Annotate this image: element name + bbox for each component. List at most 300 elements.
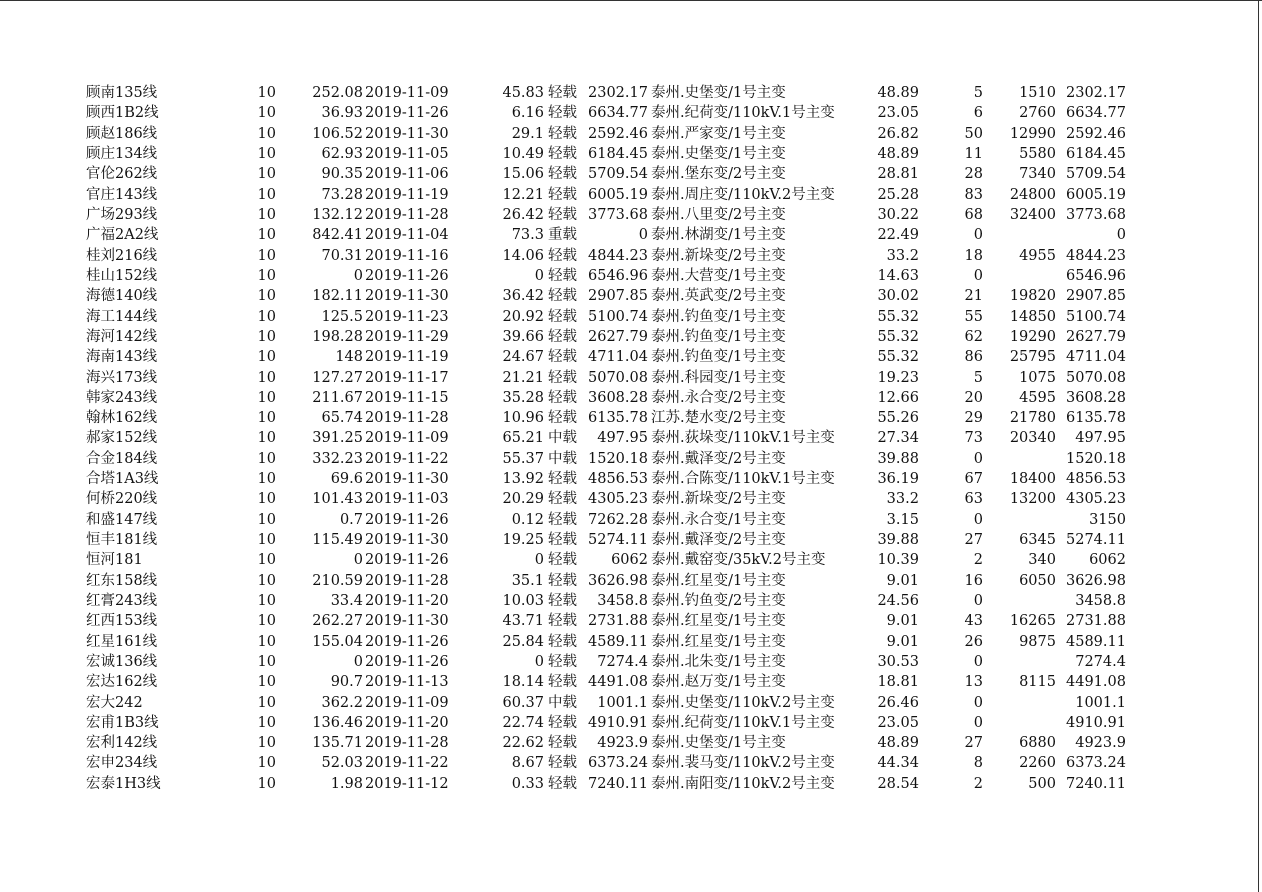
date-cell: 2019-11-22	[365, 755, 449, 772]
load-status-cell: 轻载	[548, 613, 577, 630]
load-rate-cell: 73.3	[511, 227, 544, 244]
transformer-cell: 泰州.赵万变/1号主变	[650, 674, 786, 691]
current-cell: 62.93	[321, 146, 363, 163]
capacity-cell: 2627.79	[588, 328, 648, 345]
transformer-rate-cell: 28.81	[877, 166, 919, 183]
table-row	[86, 246, 1126, 266]
count-cell: 83	[964, 186, 983, 203]
transformer-rate-cell: 55.32	[877, 308, 919, 325]
transformer-cell: 泰州.裴马变/110kV.2号主变	[650, 755, 835, 772]
capacity-cell: 2907.85	[588, 288, 648, 305]
transformer-rate-cell: 48.89	[877, 85, 919, 102]
capacity-total-cell	[983, 692, 1056, 712]
capacity-total-cell: 4595	[1019, 389, 1056, 406]
capacity-total-cell: 21780	[1009, 410, 1056, 427]
available-cell: 3626.98	[1066, 572, 1126, 589]
voltage-cell: 10	[257, 491, 276, 508]
capacity-cell: 3608.28	[588, 389, 648, 406]
line-name-cell: 顾庄134线	[86, 146, 158, 163]
capacity-total-cell: 20340	[1009, 430, 1056, 447]
line-name-cell: 恒丰181线	[86, 532, 158, 549]
transformer-rate-cell: 39.88	[877, 450, 919, 467]
capacity-total-cell: 24800	[1009, 186, 1056, 203]
transformer-cell: 泰州.合陈变/110kV.1号主变	[650, 471, 835, 488]
transformer-cell: 泰州.戴窑变/35kV.2号主变	[650, 552, 826, 569]
line-name-cell: 红西153线	[86, 613, 158, 630]
load-status-cell: 中载	[548, 694, 577, 711]
transformer-cell: 泰州.荻垛变/110kV.1号主变	[650, 430, 835, 447]
voltage-cell: 10	[257, 450, 276, 467]
capacity-cell: 6005.19	[588, 186, 648, 203]
load-status-cell: 轻载	[548, 633, 577, 650]
capacity-total-cell: 32400	[1009, 207, 1056, 224]
line-name-cell: 海德140线	[86, 288, 158, 305]
capacity-total-cell: 6345	[1019, 532, 1056, 549]
transformer-rate-cell: 23.05	[877, 105, 919, 122]
voltage-cell: 10	[257, 471, 276, 488]
load-status-cell: 轻载	[548, 755, 577, 772]
capacity-cell: 5100.74	[588, 308, 648, 325]
current-cell: 90.35	[321, 166, 363, 183]
table-row	[86, 306, 1126, 326]
count-cell: 13	[964, 674, 983, 691]
load-rate-cell: 0	[534, 653, 544, 670]
count-cell: 86	[964, 349, 983, 366]
capacity-total-cell	[983, 652, 1056, 672]
load-rate-cell: 6.16	[511, 105, 544, 122]
count-cell: 5	[973, 85, 983, 102]
table-row	[86, 611, 1126, 631]
current-cell: 0	[353, 267, 363, 284]
current-cell: 182.11	[312, 288, 363, 305]
count-cell: 0	[973, 267, 983, 284]
load-status-cell: 轻载	[548, 735, 577, 752]
transformer-rate-cell: 48.89	[877, 735, 919, 752]
current-cell: 90.7	[330, 674, 363, 691]
available-cell: 3458.8	[1075, 592, 1126, 609]
transformer-rate-cell: 30.53	[877, 653, 919, 670]
capacity-total-cell	[983, 449, 1056, 469]
transformer-rate-cell: 30.22	[877, 207, 919, 224]
available-cell: 497.95	[1075, 430, 1126, 447]
current-cell: 132.12	[312, 207, 363, 224]
transformer-cell: 泰州.大营变/1号主变	[650, 267, 786, 284]
transformer-rate-cell: 12.66	[877, 389, 919, 406]
transformer-cell: 泰州.周庄变/110kV.2号主变	[650, 186, 835, 203]
table-row	[86, 185, 1126, 205]
count-cell: 26	[964, 633, 983, 650]
capacity-total-cell: 6880	[1019, 735, 1056, 752]
table-row	[86, 83, 1126, 103]
voltage-cell: 10	[257, 572, 276, 589]
voltage-cell: 10	[257, 552, 276, 569]
transformer-cell: 泰州.纪荷变/110kV.1号主变	[650, 105, 835, 122]
current-cell: 155.04	[312, 633, 363, 650]
line-name-cell: 和盛147线	[86, 511, 158, 528]
page-top-border	[0, 0, 1262, 1]
table-row	[86, 489, 1126, 509]
transformer-cell: 泰州.戴泽变/2号主变	[650, 450, 786, 467]
capacity-cell: 4305.23	[588, 491, 648, 508]
load-status-cell: 轻载	[548, 592, 577, 609]
table-row	[86, 652, 1126, 672]
transformer-cell: 泰州.史堡变/1号主变	[650, 735, 786, 752]
capacity-cell: 2592.46	[588, 125, 648, 142]
date-cell: 2019-11-28	[365, 410, 449, 427]
capacity-cell: 7262.28	[588, 511, 648, 528]
load-rate-cell: 55.37	[502, 450, 544, 467]
line-name-cell: 红星161线	[86, 633, 158, 650]
available-cell: 6373.24	[1066, 755, 1126, 772]
available-cell: 3773.68	[1066, 207, 1126, 224]
load-status-cell: 轻载	[548, 288, 577, 305]
count-cell: 50	[964, 125, 983, 142]
voltage-cell: 10	[257, 592, 276, 609]
count-cell: 20	[964, 389, 983, 406]
table-row	[86, 408, 1126, 428]
table-row	[86, 286, 1126, 306]
available-cell: 3150	[1089, 511, 1126, 528]
load-rate-cell: 0	[534, 267, 544, 284]
table-row	[86, 266, 1126, 286]
capacity-total-cell: 19820	[1009, 288, 1056, 305]
current-cell: 391.25	[312, 430, 363, 447]
capacity-cell: 497.95	[597, 430, 648, 447]
table-row	[86, 205, 1126, 225]
load-status-cell: 轻载	[548, 511, 577, 528]
transformer-rate-cell: 14.63	[877, 267, 919, 284]
transformer-cell: 泰州.钓鱼变/1号主变	[650, 349, 786, 366]
table-row	[86, 672, 1126, 692]
load-status-cell: 轻载	[548, 349, 577, 366]
load-rate-cell: 0.33	[511, 775, 544, 792]
load-status-cell: 轻载	[548, 105, 577, 122]
load-status-cell: 轻载	[548, 714, 577, 731]
current-cell: 211.67	[312, 389, 363, 406]
available-cell: 2731.88	[1066, 613, 1126, 630]
current-cell: 135.71	[312, 735, 363, 752]
transformer-cell: 泰州.南阳变/110kV.2号主变	[650, 775, 835, 792]
date-cell: 2019-11-30	[365, 613, 449, 630]
count-cell: 55	[964, 308, 983, 325]
transformer-rate-cell: 9.01	[886, 633, 919, 650]
voltage-cell: 10	[257, 146, 276, 163]
available-cell: 4856.53	[1066, 471, 1126, 488]
count-cell: 29	[964, 410, 983, 427]
capacity-total-cell: 5580	[1019, 146, 1056, 163]
current-cell: 106.52	[312, 125, 363, 142]
date-cell: 2019-11-09	[365, 430, 449, 447]
date-cell: 2019-11-22	[365, 450, 449, 467]
capacity-total-cell: 25795	[1009, 349, 1056, 366]
load-status-cell: 轻载	[548, 308, 577, 325]
line-name-cell: 合塔1A3线	[86, 471, 159, 488]
transformer-rate-cell: 55.32	[877, 328, 919, 345]
load-rate-cell: 10.03	[502, 592, 544, 609]
capacity-cell: 2731.88	[588, 613, 648, 630]
table-row	[86, 164, 1126, 184]
voltage-cell: 10	[257, 430, 276, 447]
line-name-cell: 宏利142线	[86, 735, 158, 752]
voltage-cell: 10	[257, 714, 276, 731]
voltage-cell: 10	[257, 735, 276, 752]
capacity-cell: 3626.98	[588, 572, 648, 589]
transformer-rate-cell: 48.89	[877, 146, 919, 163]
load-rate-cell: 22.74	[502, 714, 544, 731]
transformer-cell: 泰州.戴泽变/2号主变	[650, 532, 786, 549]
transformer-rate-cell: 36.19	[877, 471, 919, 488]
load-rate-cell: 24.67	[502, 349, 544, 366]
current-cell: 101.43	[312, 491, 363, 508]
available-cell: 4305.23	[1066, 491, 1126, 508]
table-row	[86, 550, 1126, 570]
date-cell: 2019-11-03	[365, 491, 449, 508]
capacity-cell: 6373.24	[588, 755, 648, 772]
line-name-cell: 顾西1B2线	[86, 105, 159, 122]
available-cell: 1001.1	[1075, 694, 1126, 711]
line-name-cell: 宏大242	[86, 694, 143, 711]
available-cell: 6062	[1089, 552, 1126, 569]
voltage-cell: 10	[257, 389, 276, 406]
transformer-rate-cell: 25.28	[877, 186, 919, 203]
count-cell: 28	[964, 166, 983, 183]
capacity-total-cell: 500	[1028, 775, 1056, 792]
available-cell: 5274.11	[1066, 532, 1126, 549]
date-cell: 2019-11-06	[365, 166, 449, 183]
capacity-total-cell	[983, 510, 1056, 530]
load-status-cell: 轻载	[548, 146, 577, 163]
count-cell: 2	[973, 775, 983, 792]
table-row	[86, 774, 1126, 794]
capacity-total-cell: 14850	[1009, 308, 1056, 325]
capacity-cell: 3773.68	[588, 207, 648, 224]
capacity-cell: 4711.04	[588, 349, 648, 366]
count-cell: 27	[964, 532, 983, 549]
date-cell: 2019-11-26	[365, 653, 449, 670]
capacity-cell: 1001.1	[597, 694, 648, 711]
transformer-rate-cell: 33.2	[886, 491, 919, 508]
load-status-cell: 轻载	[548, 389, 577, 406]
load-rate-cell: 13.92	[502, 471, 544, 488]
count-cell: 62	[964, 328, 983, 345]
date-cell: 2019-11-19	[365, 349, 449, 366]
table-row	[86, 713, 1126, 733]
transformer-cell: 泰州.八里变/2号主变	[650, 207, 786, 224]
table-row	[86, 571, 1126, 591]
capacity-cell: 4589.11	[588, 633, 648, 650]
table-row	[86, 692, 1126, 712]
date-cell: 2019-11-17	[365, 369, 449, 386]
transformer-rate-cell: 22.49	[877, 227, 919, 244]
capacity-total-cell: 4955	[1019, 247, 1056, 264]
load-status-cell: 轻载	[548, 653, 577, 670]
line-name-cell: 顾赵186线	[86, 125, 158, 142]
date-cell: 2019-11-28	[365, 207, 449, 224]
capacity-cell: 5070.08	[588, 369, 648, 386]
voltage-cell: 10	[257, 186, 276, 203]
load-status-cell: 轻载	[548, 85, 577, 102]
load-rate-cell: 8.67	[511, 755, 544, 772]
load-rate-cell: 19.25	[502, 532, 544, 549]
count-cell: 68	[964, 207, 983, 224]
capacity-cell: 2302.17	[588, 85, 648, 102]
available-cell: 2627.79	[1066, 328, 1126, 345]
available-cell: 5100.74	[1066, 308, 1126, 325]
count-cell: 8	[973, 755, 983, 772]
capacity-total-cell: 1510	[1019, 85, 1056, 102]
capacity-total-cell: 2760	[1019, 105, 1056, 122]
capacity-total-cell: 12990	[1009, 125, 1056, 142]
transformer-cell: 泰州.林湖变/1号主变	[650, 227, 786, 244]
table-row	[86, 591, 1126, 611]
date-cell: 2019-11-30	[365, 532, 449, 549]
current-cell: 33.4	[330, 592, 363, 609]
load-status-cell: 重载	[548, 227, 577, 244]
table-row	[86, 510, 1126, 530]
load-status-cell: 轻载	[548, 207, 577, 224]
current-cell: 0.7	[339, 511, 363, 528]
current-cell: 73.28	[321, 186, 363, 203]
line-name-cell: 海兴173线	[86, 369, 158, 386]
available-cell: 0	[1116, 227, 1126, 244]
transformer-rate-cell: 9.01	[886, 613, 919, 630]
load-rate-cell: 45.83	[502, 85, 544, 102]
line-name-cell: 合金184线	[86, 450, 158, 467]
available-cell: 4844.23	[1066, 247, 1126, 264]
current-cell: 332.23	[312, 450, 363, 467]
voltage-cell: 10	[257, 105, 276, 122]
transformer-cell: 泰州.史堡变/1号主变	[650, 146, 786, 163]
voltage-cell: 10	[257, 653, 276, 670]
table-row	[86, 124, 1126, 144]
date-cell: 2019-11-28	[365, 735, 449, 752]
count-cell: 11	[964, 146, 983, 163]
transformer-cell: 泰州.钓鱼变/1号主变	[650, 328, 786, 345]
date-cell: 2019-11-04	[365, 227, 449, 244]
line-name-cell: 宏甫1B3线	[86, 714, 159, 731]
line-name-cell: 海河142线	[86, 328, 158, 345]
transformer-cell: 泰州.钓鱼变/2号主变	[650, 592, 786, 609]
transformer-cell: 泰州.永合变/1号主变	[650, 511, 786, 528]
transformer-rate-cell: 26.82	[877, 125, 919, 142]
table-row	[86, 225, 1126, 245]
line-name-cell: 官庄143线	[86, 186, 158, 203]
line-name-cell: 宏申234线	[86, 755, 158, 772]
load-rate-cell: 26.42	[502, 207, 544, 224]
capacity-cell: 7274.4	[597, 653, 648, 670]
transformer-cell: 泰州.史堡变/1号主变	[650, 85, 786, 102]
date-cell: 2019-11-28	[365, 572, 449, 589]
capacity-total-cell: 340	[1028, 552, 1056, 569]
voltage-cell: 10	[257, 308, 276, 325]
capacity-total-cell: 13200	[1009, 491, 1056, 508]
load-status-cell: 轻载	[548, 369, 577, 386]
date-cell: 2019-11-26	[365, 633, 449, 650]
page-right-border	[1258, 0, 1259, 892]
load-rate-cell: 10.96	[502, 410, 544, 427]
voltage-cell: 10	[257, 633, 276, 650]
voltage-cell: 10	[257, 511, 276, 528]
voltage-cell: 10	[257, 349, 276, 366]
available-cell: 6634.77	[1066, 105, 1126, 122]
table-row	[86, 103, 1126, 123]
current-cell: 1.98	[330, 775, 363, 792]
capacity-cell: 3458.8	[597, 592, 648, 609]
transformer-cell: 泰州.纪荷变/110kV.1号主变	[650, 714, 835, 731]
load-status-cell: 轻载	[548, 186, 577, 203]
load-rate-cell: 36.42	[502, 288, 544, 305]
transformer-rate-cell: 30.02	[877, 288, 919, 305]
load-rate-cell: 35.1	[511, 572, 544, 589]
load-status-cell: 轻载	[548, 247, 577, 264]
table-row	[86, 388, 1126, 408]
table-row	[86, 428, 1126, 448]
transformer-rate-cell: 28.54	[877, 775, 919, 792]
load-status-cell: 轻载	[548, 572, 577, 589]
transformer-cell: 江苏.楚水变/2号主变	[650, 410, 786, 427]
available-cell: 6005.19	[1066, 186, 1126, 203]
current-cell: 65.74	[321, 410, 363, 427]
load-rate-cell: 0.12	[511, 511, 544, 528]
capacity-cell: 4923.9	[597, 735, 648, 752]
transformer-rate-cell: 44.34	[877, 755, 919, 772]
available-cell: 4711.04	[1066, 349, 1126, 366]
count-cell: 27	[964, 735, 983, 752]
current-cell: 136.46	[312, 714, 363, 731]
transformer-rate-cell: 26.46	[877, 694, 919, 711]
capacity-total-cell: 7340	[1019, 166, 1056, 183]
available-cell: 4910.91	[1066, 714, 1126, 731]
line-name-cell: 宏泰1H3线	[86, 775, 161, 792]
available-cell: 6184.45	[1066, 146, 1126, 163]
current-cell: 70.31	[321, 247, 363, 264]
capacity-total-cell	[983, 591, 1056, 611]
capacity-total-cell: 18400	[1009, 471, 1056, 488]
load-rate-cell: 20.92	[502, 308, 544, 325]
table-row	[86, 449, 1126, 469]
date-cell: 2019-11-05	[365, 146, 449, 163]
available-cell: 4923.9	[1075, 735, 1126, 752]
capacity-total-cell: 19290	[1009, 328, 1056, 345]
line-name-cell: 广场293线	[86, 207, 158, 224]
capacity-total-cell: 6050	[1019, 572, 1056, 589]
capacity-cell: 6184.45	[588, 146, 648, 163]
line-name-cell: 海南143线	[86, 349, 158, 366]
load-rate-cell: 0	[534, 552, 544, 569]
capacity-cell: 6546.96	[588, 267, 648, 284]
count-cell: 5	[973, 369, 983, 386]
table-row	[86, 631, 1126, 651]
count-cell: 0	[973, 227, 983, 244]
load-status-cell: 轻载	[548, 674, 577, 691]
transformer-cell: 泰州.红星变/1号主变	[650, 633, 786, 650]
available-cell: 5070.08	[1066, 369, 1126, 386]
voltage-cell: 10	[257, 328, 276, 345]
transformer-cell: 泰州.新垛变/2号主变	[650, 491, 786, 508]
count-cell: 0	[973, 450, 983, 467]
capacity-total-cell: 1075	[1019, 369, 1056, 386]
capacity-cell: 4844.23	[588, 247, 648, 264]
date-cell: 2019-11-20	[365, 592, 449, 609]
transformer-rate-cell: 39.88	[877, 532, 919, 549]
transformer-cell: 泰州.钓鱼变/1号主变	[650, 308, 786, 325]
transformer-cell: 泰州.堡东变/2号主变	[650, 166, 786, 183]
transformer-rate-cell: 10.39	[877, 552, 919, 569]
capacity-total-cell: 16265	[1009, 613, 1056, 630]
load-status-cell: 轻载	[548, 125, 577, 142]
current-cell: 127.27	[312, 369, 363, 386]
line-name-cell: 韩家243线	[86, 389, 158, 406]
